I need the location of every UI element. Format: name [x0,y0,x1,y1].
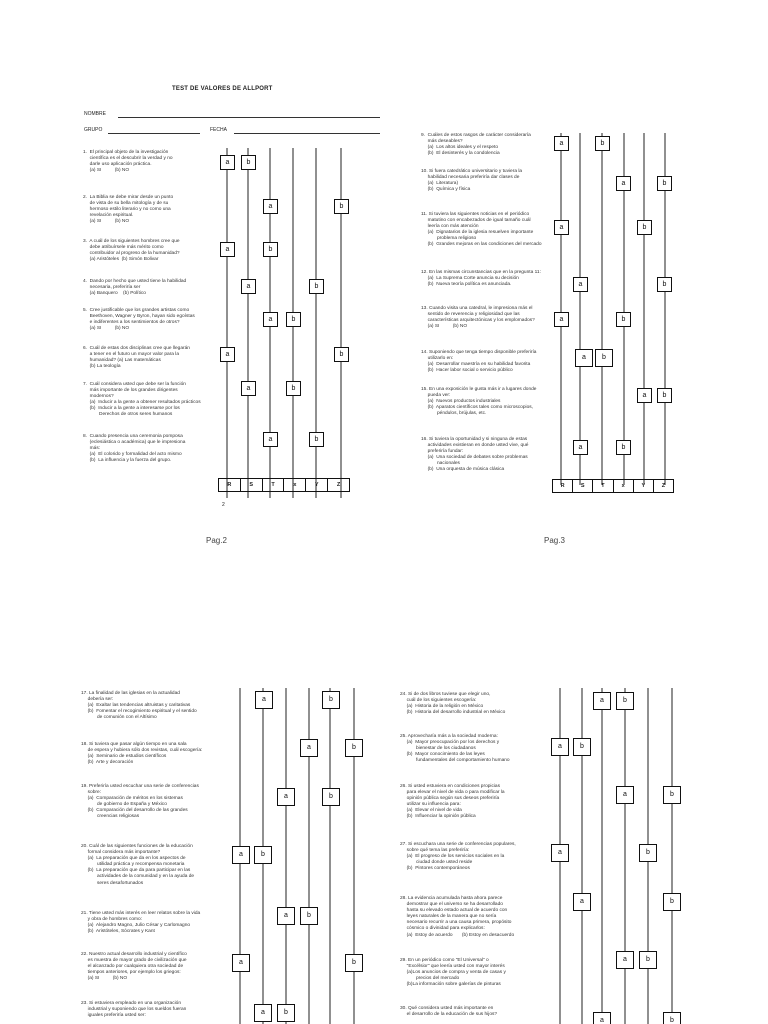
answer-box-a[interactable]: a [254,1004,272,1022]
answer-box-b[interactable]: b [345,739,363,757]
question-19: 19. Preferiría usted escuchar una serie de conferencias sobre: (a) Comparación de méritos en los sistemas de gobierno de España y México (b) Comparación del desarrollo de las grandes creencias religiosas [81,784,199,820]
answer-box-b[interactable]: b [309,432,324,447]
answer-box-a[interactable]: a [573,893,591,911]
test-title: TEST DE VALORES DE ALLPORT [172,86,273,92]
answer-box-b[interactable]: b [595,349,613,367]
grupo-label: GRUPO [84,127,103,133]
question-15: 15. En una exposición le gusta más ir a lugares donde pueda ver: (a) Nuevos productos industriales (b) Aparatos científicos tales como microscopios, péndulos, brújulas, etc. [421,387,537,417]
page-3 [418,125,700,503]
question-8: 8. Cuando presencia una ceremonia pomposa (eclesiástica o académica) que le impresiona más: (a) El colorido y formalidad del acto mismo (b) La influencia y la fuerza del grupo. [83,434,186,464]
question-12: 12. En las mismas circunstancias que en la pregunta 11: (a) La Suprema Corte anuncia su decisión (b) Nueva teoría política es anunciada. [421,270,541,288]
answer-box-b[interactable]: b [334,347,349,362]
answer-box-b[interactable]: b [616,312,631,327]
answer-box-a[interactable]: a [220,347,235,362]
answer-box-a[interactable]: a [241,381,256,396]
question-3: 3. A cuál de los siguientes hombres cree que debe atribuírsele más mérito como contribuidor al progreso de la humanidad? (a) Aristóteles (b) Simón Bolivar [83,239,180,263]
scale-letter-t: T [592,480,612,492]
answer-box-b[interactable]: b [322,788,340,806]
answer-box-a[interactable]: a [554,220,569,235]
question-27: 27. Si escuchara una serie de conferencias populares, sobre qué tema las preferiría: (a) El progreso de los servicios sociales en la ciudad donde usted reside (b) Pintores contemporáneos [400,842,516,872]
answer-box-a[interactable]: a [263,199,278,214]
question-28: 28. La evidencia acumulada hasta ahora parece demostrar que el universo se ha desarrollado hasta su elevado estado actual de acuerdo con leyes naturales de la manera que no sería necesario recurrir a una causa primera, propósito cósmico o divinidad para explicarlos: (a) Estoy de acuerdo (b) Estoy en desacuerdo [400,896,515,938]
answer-box-a[interactable]: a [263,432,278,447]
answer-box-b[interactable]: b [286,312,301,327]
answer-box-a[interactable]: a [300,739,318,757]
answer-box-a[interactable]: a [220,242,235,257]
answer-box-b[interactable]: b [616,440,631,455]
answer-box-a[interactable]: a [616,951,634,969]
answer-box-b[interactable]: b [286,381,301,396]
question-13: 13. Cuando visita una catedral, le impresiona más el sentido de reverencia y religiosidad que las características arquitectónicas y los emplomados? (a) SI (b) NO [421,306,535,330]
question-22: 22. Nuestro actual desarrollo industrial y científico es muestra de mayor grado de civilización que el alcanzado por cualquiera otra sociedad de tiempos anteriores, por ejemplo los griegos: (a) SI (b) NO [81,952,187,982]
answer-box-a[interactable]: a [616,786,634,804]
answer-box-b[interactable]: b [300,907,318,925]
question-17: 17. La finalidad de las iglesias en la actualidad debería ser: (a) Exaltar las tendencias altruistas y caritativas (b) Fomentar el recogimiento espiritual y el sentido de comunión con el Altísimo [81,691,197,721]
answer-box-a[interactable]: a [220,155,235,170]
answer-box-a[interactable]: a [554,136,569,151]
question-10: 10. Si fuera catedrático universitario y tuviera la habilidad necesaria preferiría dar clases de (a) Literatura) (b) Química y física [421,169,523,193]
answer-box-b[interactable]: b [573,738,591,756]
answer-box-a[interactable]: a [277,788,295,806]
page-label-3: Pag.3 [544,536,565,545]
answer-box-b[interactable]: b [277,1004,295,1022]
question-2: 2. La Biblia se debe mirar desde un punto de vista de su bella mitología y de su hermoso estilo literario y no como una revelación espiritual. (a) SI (b) NO [83,195,174,225]
question-18: 18. Si tuviera que pasar algún tiempo en una sala de espera y hubiera sólo dos revistas, cuál escogería: (a) Seminario de estudios científicos (b) Arte y decoración [81,742,203,766]
page-2 [78,78,388,518]
answer-box-b[interactable]: b [657,277,672,292]
scale-letter-t: T [262,479,284,491]
scale-letter-r: R [227,482,232,488]
answer-box-a[interactable]: a [554,312,569,327]
question-4: 4. Dando por hecho que usted tiene la habilidad necesaria, preferiría ser (a) Banquero (b) Político [83,279,187,297]
answer-box-b[interactable]: b [637,220,652,235]
question-11: 11. Si tuviera las siguientes noticias en el periódico matutino con encabezados de igual tamaño cuál leería con más atención (a) Dignatarios de la iglesia resuelven importante problema religioso (b) Grandes mejoras en las condiciones del mercado [421,212,542,248]
scale-letter-x: x [613,480,633,492]
value-scale [552,479,674,493]
fecha-label: FECHA [210,127,227,133]
answer-box-b[interactable]: b [241,155,256,170]
answer-box-b[interactable]: b [254,846,272,864]
scale-letter-s: S [572,480,592,492]
question-26: 26. Si usted estuviera en condiciones propicias para elevar el nivel de vida o para modificar la opinión pública según sus deseos preferiría utilizar su influencia para: (a) Elevar el nivel de vida (b) Influenciar la opinión pública [400,784,505,820]
answer-box-a[interactable]: a [575,349,593,367]
answer-box-b[interactable]: b [595,136,610,151]
question-5: 5. Cree justificable que los grandes artistas como Beethoven, Wagner y Byron, hayan sido egoístas e indiferentes a los sentimientos de otros? (a) SI (b) NO [83,308,195,332]
answer-box-a[interactable]: a [277,907,295,925]
answer-box-a[interactable]: a [255,691,273,709]
answer-box-b[interactable]: b [663,786,681,804]
page-number: 2 [222,502,225,508]
question-24: 24. Si de dos libros tuviese que elegir uno, cuál de los siguientes escogería: (a) Historia de la religión en México (b) Historia del desarrollo industrial en México [400,692,506,716]
page-label-2: Pag.2 [206,536,227,545]
answer-box-b[interactable]: b [639,844,657,862]
question-21: 21. Tiene usted más interés en leer relatos sobre la vida y obra de hombres como: (a) Alejandro Magno, Julio César y Carlomagno (b) Aristóteles, Sócrates y Kant [81,911,201,935]
answer-box-a[interactable]: a [593,692,611,710]
question-14: 14. Suponiendo que tenga tiempo disponible preferiría utilizarlo en: (a) Desarrollar maestría en su habilidad favorita (b) Hacer labor social o servicio público [421,350,537,374]
question-9: 9. Cuáles de estos rasgos de carácter consideraría más deseables? (a) Los altos ideales y el respeto (b) El desinterés y la condolencia [421,133,531,157]
question-6: 6. Cuál de estas dos disciplinas cree que llegarán a tener en el futuro un mayor valor para la humanidad? (a) Las matemáticas (b) La teología [83,346,190,370]
answer-box-b[interactable]: b [322,691,340,709]
question-20: 20. Cuál de las siguientes funciones de la educación formal considera más importante? (a) La preparación que da en los aspectos de utilidad práctica y recompensa monetaria (b) La preparación que da para participar en las actividades de la comunidad y en la ayuda de seres desafortunados [81,844,195,886]
question-25: 25. Aprovecharía más a la sociedad moderna: (a) Mayor preocupación por los derechos y bienestar de los ciudadanos (b) Mayor conocimiento de las leyes fundamentales del comportamiento humano [400,734,510,764]
answer-box-a[interactable]: a [551,738,569,756]
scale-letter-y: Y [305,479,327,491]
scale-letter-y: Y [633,480,653,492]
question-23: 23. Si estuviera empleado en una organización industrial y suponiendo que los sueldos fueran iguales preferiría usted ser: [81,1001,187,1019]
answer-box-a[interactable]: a [593,1012,611,1024]
scale-letter-x: x [283,479,305,491]
answer-box-b[interactable]: b [616,692,634,710]
answer-box-b[interactable]: b [639,951,657,969]
answer-box-a[interactable]: a [232,846,250,864]
answer-box-a[interactable]: a [573,440,588,455]
question-29: 29. En un periódico como "El Universal" o "Excélsior" que leería usted con mayor interés (a)Los anuncios de compra y venta de casas y precios del mercado (b)La información sobre galerías de pinturas [400,958,506,988]
scale-letter-s: S [240,479,262,491]
scale-letter-z: Z [653,480,673,492]
value-scale [218,478,350,492]
answer-box-b[interactable]: b [345,954,363,972]
answer-box-a[interactable]: a [616,176,631,191]
answer-box-a[interactable]: a [573,277,588,292]
answer-box-b[interactable]: b [663,893,681,911]
question-30: 30. Qué considera usted más importante en el desarrollo de la educación de sus hijos? [400,1006,498,1018]
nombre-label: NOMBRE [84,111,106,117]
answer-box-b[interactable]: b [657,176,672,191]
answer-box-a[interactable]: a [241,279,256,294]
question-1: 1. El principal objeto de la investigación científica es el descubrir la verdad y no darle uso aplicación práctica. (a) SI (b) NO [83,150,173,174]
answer-box-b[interactable]: b [263,242,278,257]
answer-box-b[interactable]: b [663,1012,681,1024]
question-16: 16. Si tuviera la oportunidad y si ninguna de estas actividades existieran en donde usted vive, qué preferiría fundar: (a) Una sociedad de debates sobre problemas nacionales (b) Una orquesta de música clásica [421,437,529,473]
answer-box-b[interactable]: b [309,279,324,294]
page-5 [396,686,696,1024]
page-4 [78,686,386,1024]
answer-box-a[interactable]: a [637,388,652,403]
answer-box-a[interactable]: a [551,844,569,862]
scale-letter-r: R [560,483,565,489]
answer-box-b[interactable]: b [657,388,672,403]
answer-box-b[interactable]: b [334,199,349,214]
answer-box-a[interactable]: a [263,312,278,327]
question-7: 7. Cuál considera usted que debe ser la función más importante de los grandes dirigentes modernos? (a) Inducir a la gente a obtener resultados prácticos (b) Inducir a la gente a interesarse por los Derechos de otros seres humanos [83,382,201,418]
scale-letter-z: Z [327,479,349,491]
answer-box-a[interactable]: a [232,954,250,972]
